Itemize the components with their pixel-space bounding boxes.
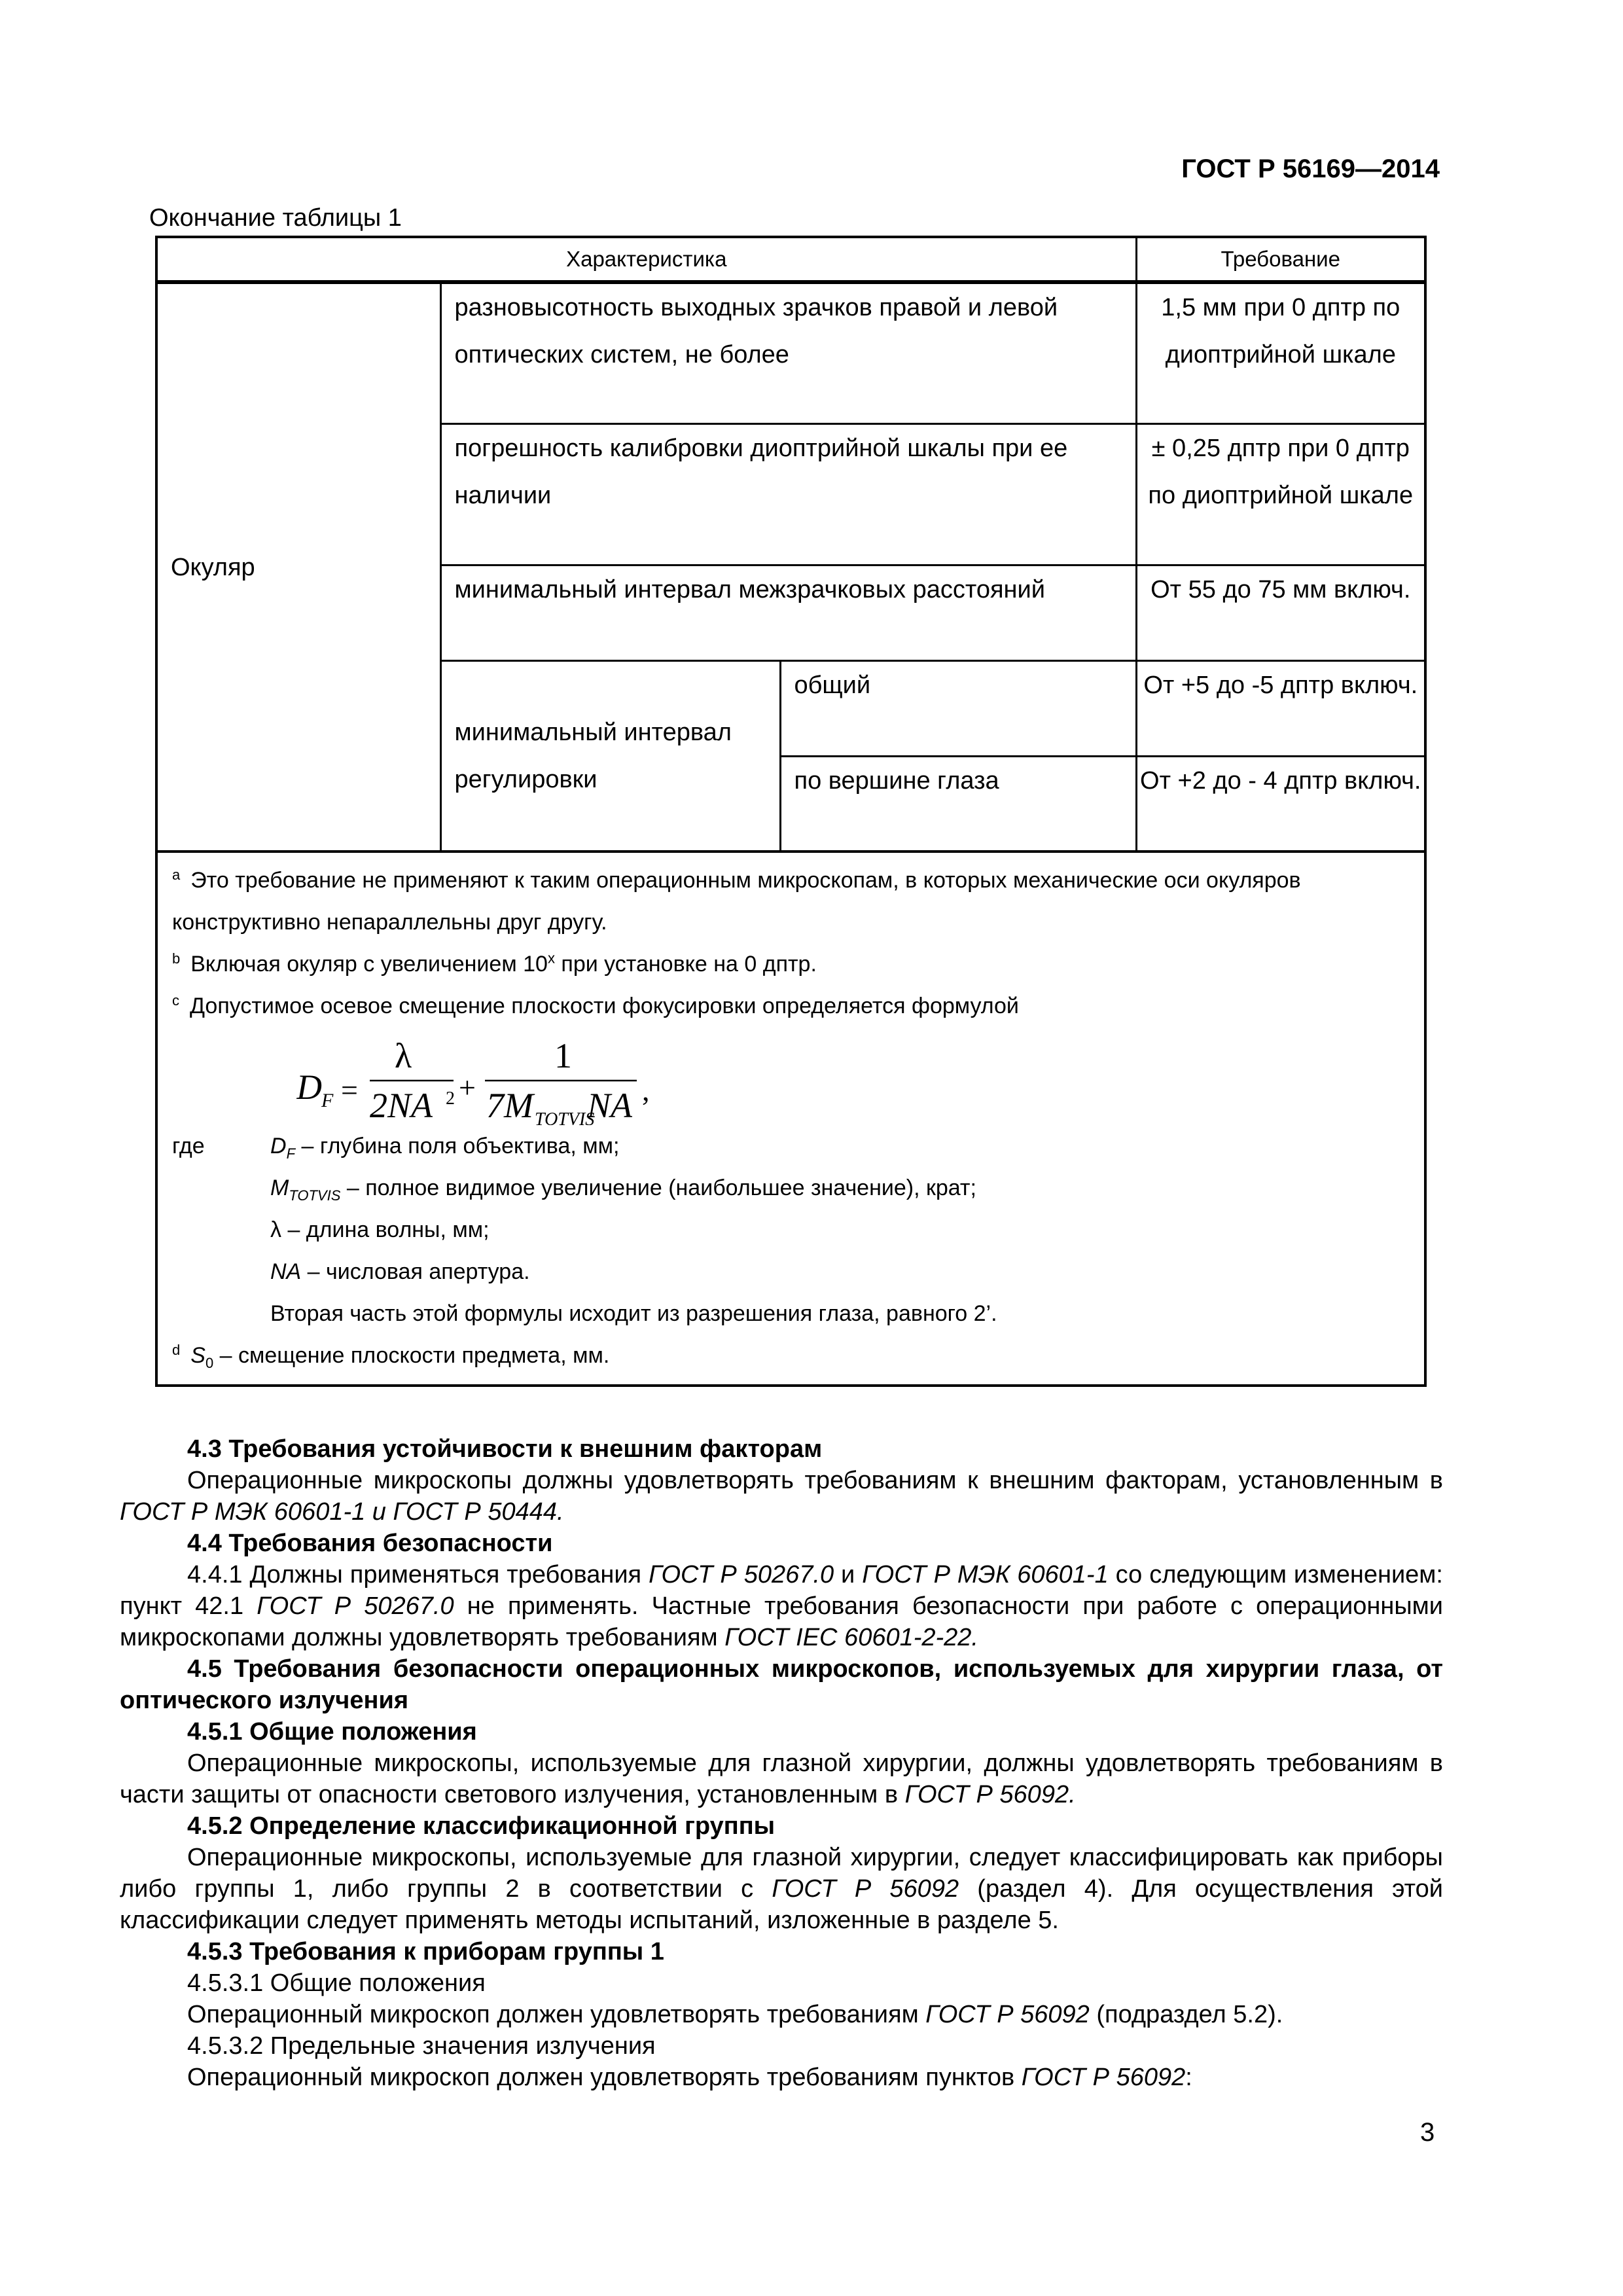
- def-text: – глубина поля объектива, мм;: [295, 1134, 620, 1158]
- note-a: [172, 859, 1424, 943]
- paragraph-text: :: [1185, 2064, 1192, 2091]
- paragraph-text: Операционный микроскоп должен удовлетворять требованиям пунктов: [187, 2064, 1022, 2091]
- formula-lhs: D: [296, 1067, 322, 1107]
- standard-ref: ГОСТ Р 56092.: [904, 1781, 1076, 1808]
- formula-lhs-sub: F: [321, 1090, 334, 1111]
- formula-den1: 2NA: [370, 1086, 433, 1125]
- adjust-sub-general: общий: [780, 660, 1136, 756]
- standard-ref: ГОСТ Р 56092: [1021, 2064, 1186, 2091]
- section-4-5-1-title: 4.5.1 Общие положения: [187, 1718, 477, 1746]
- note-text: при установке на 0 дптр.: [554, 952, 817, 977]
- note-text: – смещение плоскости предмета, мм.: [213, 1343, 610, 1368]
- paragraph-text: (раздел 4). Для осуществления этой классификации следует применять методы испытаний, изложенные в разделе 5.: [120, 1875, 1443, 1934]
- paragraph-text: и: [834, 1561, 863, 1588]
- section-4-5-3-1-title: 4.5.3.1 Общие положения: [187, 1969, 486, 1997]
- adjust-label: минимальный интервал регулировки: [440, 660, 780, 852]
- standard-ref: ГОСТ Р 50267.0: [649, 1561, 834, 1588]
- group-label-eyepiece: Окуляр: [156, 282, 440, 852]
- col-header-requirement: Требование: [1136, 237, 1425, 282]
- note-d: [172, 1335, 1424, 1376]
- formula-comma: ,: [642, 1073, 650, 1107]
- adjust-req-general: От +5 до -5 дптр включ.: [1136, 660, 1425, 756]
- definitions: [270, 1125, 1424, 1335]
- requirements-table: [155, 236, 1427, 1387]
- section-4-3-title: 4.3 Требования устойчивости к внешним факторам: [187, 1435, 823, 1463]
- definition-item: [270, 1209, 1424, 1251]
- table-cell-requirement: От 55 до 75 мм включ.: [1136, 565, 1425, 660]
- def-text: – длина волны, мм;: [281, 1217, 490, 1242]
- where-block: [172, 1125, 1424, 1335]
- definition-item: [270, 1167, 1424, 1209]
- adjust-sub-vertex: по вершине глаза: [780, 756, 1136, 852]
- note-marker: c: [172, 992, 179, 1009]
- section-4-5-3-2-title: 4.5.3.2 Предельные значения излучения: [187, 2032, 656, 2060]
- paragraph-text: Операционный микроскоп должен удовлетворять требованиям: [187, 2001, 926, 2028]
- paragraph-text: (подраздел 5.2).: [1089, 2001, 1283, 2028]
- def-text: – числовая апертура.: [301, 1259, 530, 1284]
- standard-ref: ГОСТ IEC 60601-2-22.: [724, 1624, 978, 1651]
- table-cell-requirement: ± 0,25 дптр при 0 дптр по диоптрийной шкале: [1136, 423, 1425, 565]
- formula-graphic: [296, 1027, 755, 1125]
- table-notes: [156, 852, 1425, 1386]
- paragraph-text: не применять. Частные требования безопасности при работе с операционными микроскопами должны удовлетворять требованиям: [120, 1592, 1443, 1651]
- table-caption: Окончание таблицы 1: [149, 204, 402, 232]
- page-number: 3: [1420, 2118, 1435, 2147]
- formula-den2-b: NA: [587, 1086, 633, 1125]
- formula-den2-sub: TOTVIS: [535, 1109, 595, 1125]
- definition-item: [270, 1125, 1424, 1167]
- formula-equals: =: [341, 1073, 358, 1107]
- col-header-characteristic: Характеристика: [156, 237, 1136, 282]
- table-cell-characteristic: погрешность калибровки диоптрийной шкалы при ее наличии: [440, 423, 1136, 565]
- formula: [172, 1027, 1424, 1125]
- section-4-4-1-text: [120, 1559, 1443, 1653]
- section-4-5-1-text: [120, 1748, 1443, 1810]
- document-header: ГОСТ Р 56169—2014: [1181, 154, 1440, 183]
- def-symbol: M: [270, 1175, 289, 1200]
- formula-num1: λ: [395, 1036, 412, 1075]
- where-label: где: [172, 1134, 205, 1158]
- table-cell-characteristic: разновысотность выходных зрачков правой и левой оптических систем, не более: [440, 282, 1136, 423]
- def-symbol-sub: 0: [205, 1354, 214, 1371]
- paragraph-text: со следующим изменением: пункт 42.1: [120, 1561, 1443, 1620]
- note-text: Включая окуляр с увеличением 10: [190, 952, 548, 977]
- def-symbol: D: [270, 1134, 287, 1158]
- section-4-4-title: 4.4 Требования безопасности: [187, 1530, 553, 1557]
- paragraph-text: 4.4.1 Должны применяться требования: [187, 1561, 649, 1588]
- paragraph-text: Операционные микроскопы, используемые для глазной хирургии, следует классифицировать как приборы либо группы 1, либо группы 2 в соответствии с: [120, 1844, 1443, 1903]
- section-4-3-text: [120, 1465, 1443, 1528]
- standard-ref: ГОСТ Р МЭК 60601-1: [862, 1561, 1109, 1588]
- standard-ref: ГОСТ Р 50267.0: [257, 1592, 454, 1620]
- paragraph-text: Операционные микроскопы, используемые для глазной хирургии, должны удовлетворять требованиям в части защиты от опасности светового излучения, установленным в: [120, 1749, 1443, 1808]
- formula-remark: Вторая часть этой формулы исходит из разрешения глаза, равного 2’.: [270, 1301, 997, 1326]
- standard-ref: ГОСТ Р 56092: [925, 2001, 1090, 2028]
- def-symbol: NA: [270, 1259, 302, 1284]
- section-4-5-title: 4.5 Требования безопасности операционных микроскопов, используемых для хирургии глаза, от оптического излучения: [120, 1655, 1443, 1714]
- note-marker: b: [172, 950, 181, 967]
- paragraph-text: Операционные микроскопы должны удовлетворять требованиям к внешним факторам, установленным в: [187, 1467, 1443, 1494]
- standard-ref: ГОСТ Р МЭК 60601-1 и ГОСТ Р 50444.: [120, 1498, 564, 1526]
- def-symbol-sub: F: [286, 1145, 296, 1162]
- section-4-5-2-text: [120, 1842, 1443, 1936]
- def-text: – полное видимое увеличение (наибольшее значение), крат;: [340, 1175, 976, 1200]
- note-marker: d: [172, 1341, 181, 1358]
- formula-num2: 1: [554, 1036, 572, 1075]
- note-c: [172, 985, 1424, 1027]
- note-text: Допустимое осевое смещение плоскости фокусировки определяется формулой: [190, 994, 1019, 1018]
- standard-ref: ГОСТ Р 56092: [772, 1875, 959, 1903]
- formula-den2-a: 7M: [486, 1086, 533, 1125]
- def-symbol: λ: [270, 1217, 281, 1242]
- section-4-5-3-title: 4.5.3 Требования к приборам группы 1: [187, 1938, 664, 1965]
- def-symbol: S: [190, 1343, 205, 1368]
- formula-plus: +: [459, 1071, 476, 1104]
- section-4-5-2-title: 4.5.2 Определение классификационной группы: [187, 1812, 776, 1840]
- table-cell-requirement: 1,5 мм при 0 дптр по диоптрийной шкале: [1136, 282, 1425, 423]
- note-b: [172, 943, 1424, 985]
- magnification-sup: x: [547, 950, 555, 967]
- adjust-req-vertex: От +2 до - 4 дптр включ.: [1136, 756, 1425, 852]
- definition-item: [270, 1251, 1424, 1293]
- note-marker: a: [172, 866, 181, 883]
- table-cell-characteristic: минимальный интервал межзрачковых расстояний: [440, 565, 1136, 660]
- section-4-5-3-1-text: [120, 1999, 1443, 2030]
- def-symbol-sub: TOTVIS: [289, 1187, 341, 1204]
- note-text: Это требование не применяют к таким операционным микроскопам, в которых механические оси окуляров конструктивно непараллельны друг другу.: [172, 868, 1301, 935]
- section-4-5-3-2-text: [120, 2062, 1443, 2093]
- formula-den1-sup: 2: [446, 1088, 455, 1109]
